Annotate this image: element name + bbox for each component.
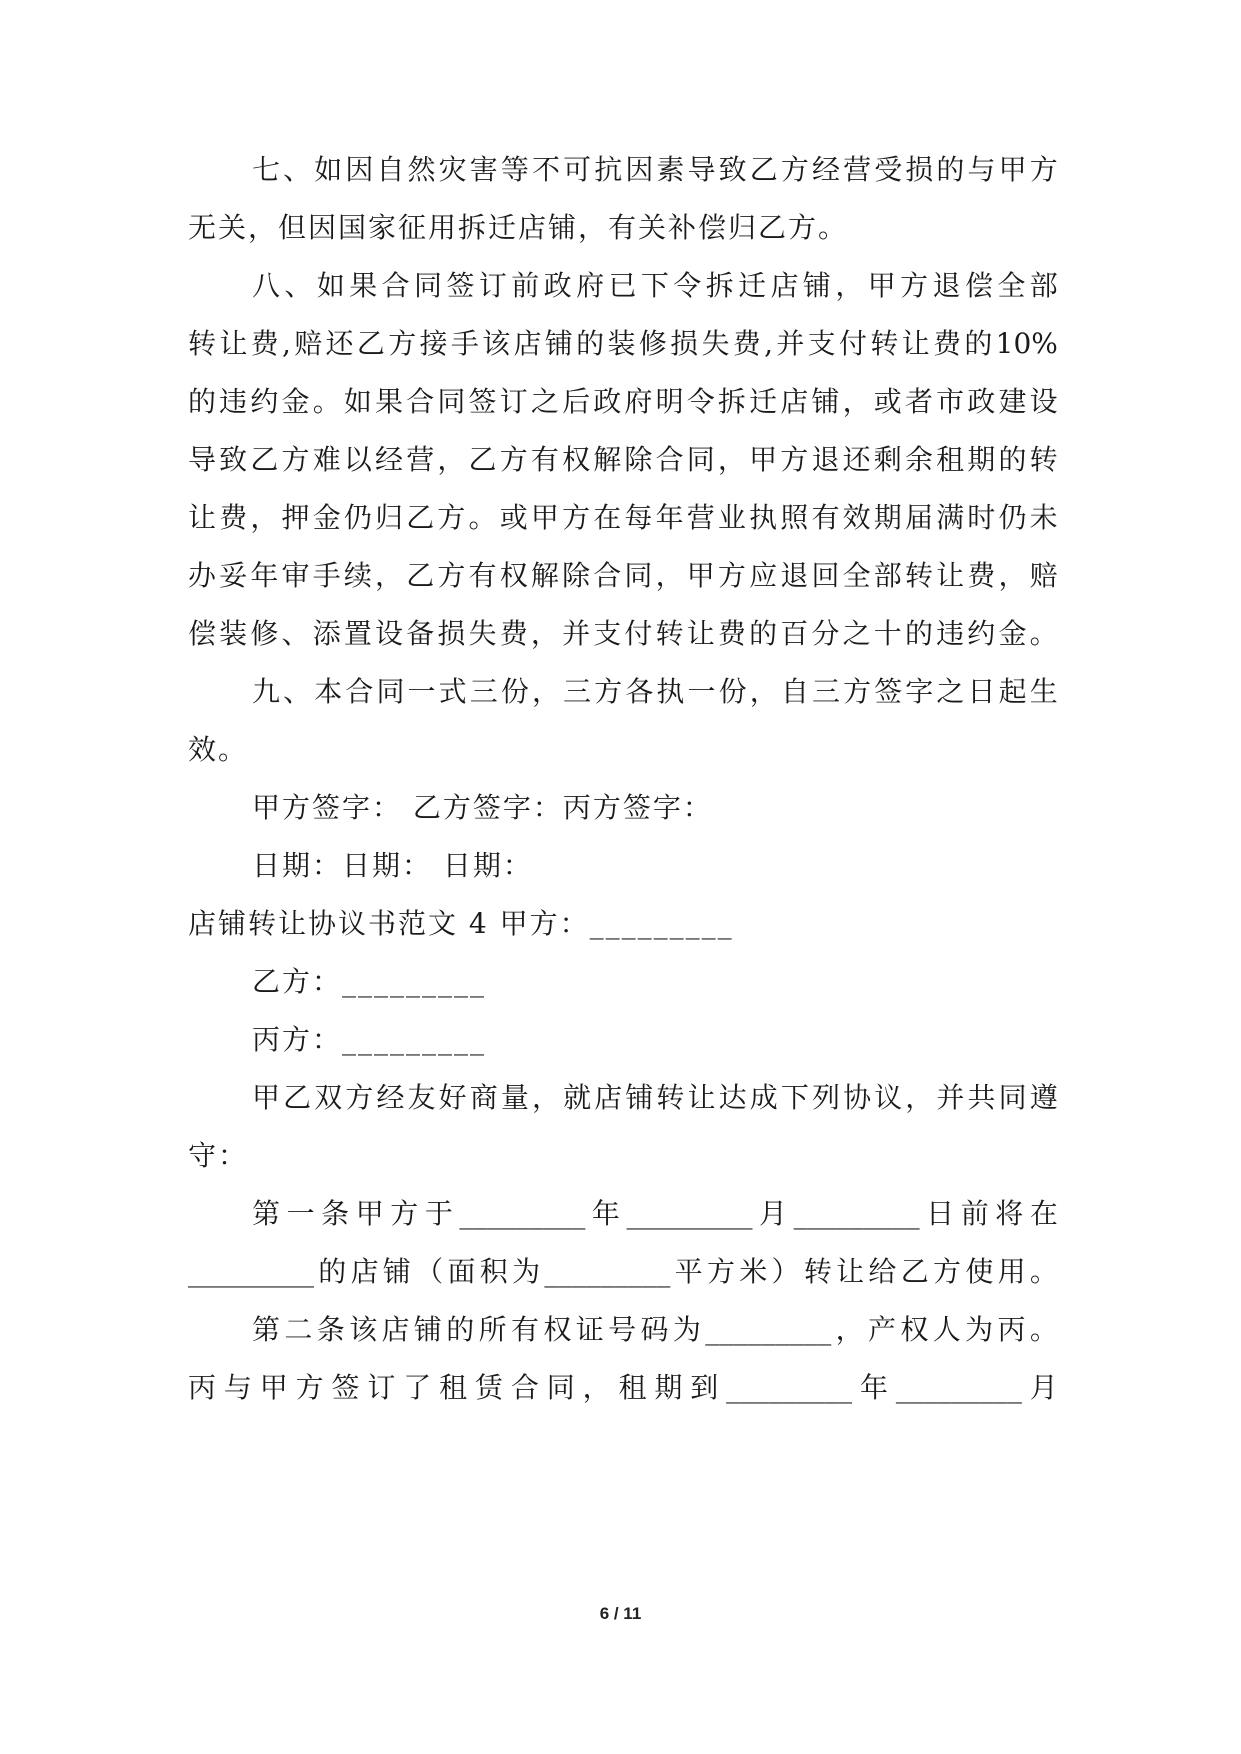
paragraph-line: 让 费 ， 押 金 仍 归 乙 方 。 或 甲 方 在 每 年 营 业 执 照 有 效 期 届 满 时 仍 未 (188, 501, 1058, 534)
paragraph-line: 甲 乙 双 方 经 友 好 商 量 ， 就 店 铺 转 让 达 成 下 列 协 议 ， 并 共 同 遵 (252, 1081, 1058, 1114)
paragraph-line: 效。 (188, 733, 249, 766)
paragraph-line: 的 违 约 金 。 如 果 合 同 签 订 之 后 政 府 明 令 拆 迁 店 铺 ， 或 者 市 政 建 设 (188, 385, 1058, 418)
signature-line: 甲方签字： 乙方签字：丙方签字： (252, 791, 713, 824)
section-heading: 店铺转让协议书范文 4 甲方：_________ (188, 907, 734, 940)
clause-line: _________ 的 店 铺 （ 面 积 为 _________ 平 方 米 ） 转 让 给 乙 方 使 用 。 (188, 1255, 1058, 1288)
party-line: 丙方：_________ (252, 1023, 487, 1056)
paragraph-line: 九 、 本 合 同 一 式 三 份 ， 三 方 各 执 一 份 ， 自 三 方 签 字 之 日 起 生 (252, 675, 1058, 708)
page-number: 6 / 11 (599, 1604, 642, 1623)
paragraph-line: 无关，但因国家征用拆迁店铺，有关补偿归乙方。 (188, 211, 849, 244)
paragraph-line: 办 妥 年 审 手 续 ， 乙 方 有 权 解 除 合 同 ， 甲 方 应 退 回 全 部 转 让 费 ， 赔 (188, 559, 1058, 592)
paragraph-line: 守： (188, 1139, 249, 1172)
paragraph-line: 八 、 如 果 合 同 签 订 前 政 府 已 下 令 拆 迁 店 铺 ， 甲 方 退 偿 全 部 (252, 269, 1058, 302)
paragraph-line: 偿 装 修 、 添 置 设 备 损 失 费 ， 并 支 付 转 让 费 的 百 分 之 十 的 违 约 金 。 (188, 617, 1058, 650)
paragraph-line: 导 致 乙 方 难 以 经 营 ， 乙 方 有 权 解 除 合 同 ， 甲 方 退 还 剩 余 租 期 的 转 (188, 443, 1058, 476)
clause-line: 第 二 条 该 店 铺 的 所 有 权 证 号 码 为 _________ ， 产 权 人 为 丙 。 (252, 1313, 1058, 1346)
clause-line: 丙 与 甲 方 签 订 了 租 赁 合 同 ， 租 期 到 _________ 年 _________ 月 (188, 1371, 1058, 1404)
paragraph-line: 转 让 费 , 赔 还 乙 方 接 手 该 店 铺 的 装 修 损 失 费 , 并 支 付 转 让 费 的 10% (188, 327, 1058, 360)
date-line: 日期：日期： 日期： (252, 849, 533, 882)
paragraph-line: 七 、 如 因 自 然 灾 害 等 不 可 抗 因 素 导 致 乙 方 经 营 受 损 的 与 甲 方 (252, 153, 1058, 186)
party-line: 乙方：_________ (252, 965, 487, 998)
clause-line: 第 一 条 甲 方 于 _________ 年 _________ 月 _________ 日 前 将 在 (252, 1197, 1058, 1230)
